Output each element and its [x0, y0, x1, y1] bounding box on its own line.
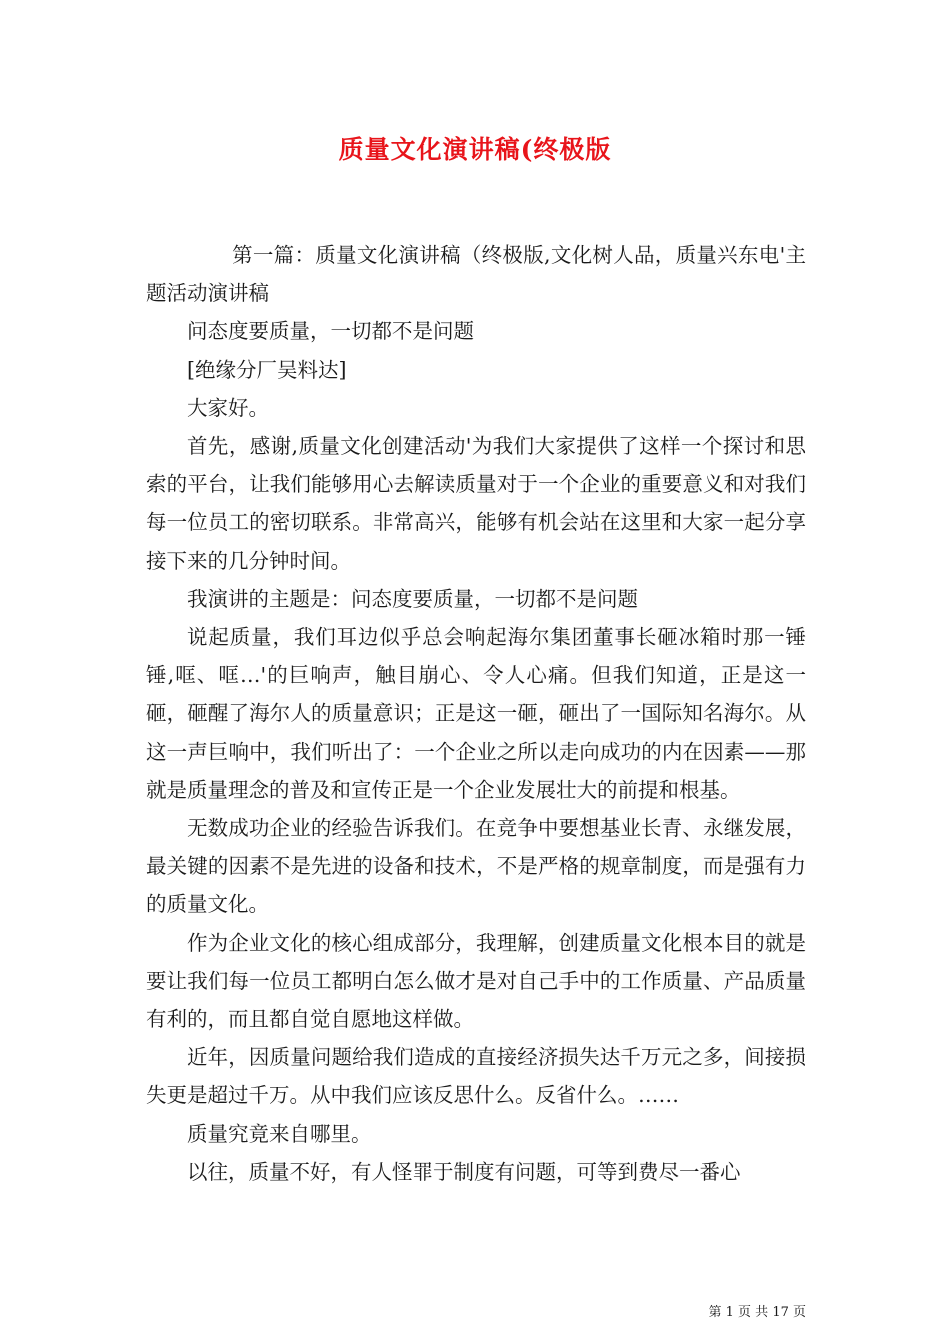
- paragraph: 我演讲的主题是：问态度要质量，一切都不是问题: [187, 586, 638, 611]
- document-body: [146, 236, 806, 1191]
- document-title: 质量文化演讲稿(终极版: [338, 135, 612, 164]
- paragraph: 近年，因质量问题给我们造成的直接经济损失达千万元之多，间接损失更是超过千万。从中我们应该反思什么。反省什么。……: [146, 1045, 806, 1108]
- paragraph: 第一篇：质量文化演讲稿（终极版,文化树人品，质量兴东电'主题活动演讲稿: [146, 243, 806, 306]
- paragraph: 说起质量，我们耳边似乎总会响起海尔集团董事长砸冰箱时那一锤锤,哐、哐…'的巨响声，触目崩心、令人心痛。但我们知道，正是这一砸，砸醒了海尔人的质量意识；正是这一砸，砸出了一国际知名海尔。从这一声巨响中，我们听出了：一个企业之所以走向成功的内在因素——那就是质量理念的普及和宣传正是一个企业发展壮大的前提和根基。: [146, 625, 806, 802]
- paragraph: 问态度要质量，一切都不是问题: [187, 319, 474, 344]
- paragraph: 以往，质量不好，有人怪罪于制度有问题，可等到费尽一番心: [187, 1159, 741, 1184]
- paragraph: 大家好。: [187, 395, 269, 420]
- paragraph: [绝缘分厂吴料达]: [187, 357, 347, 382]
- page-number-footer: 第 1 页 共 17 页: [708, 1305, 806, 1320]
- paragraph: 质量究竟来自哪里。: [187, 1121, 372, 1146]
- paragraph: 作为企业文化的核心组成部分，我理解，创建质量文化根本目的就是要让我们每一位员工都明白怎么做才是对自己手中的工作质量、产品质量有利的，而且都自觉自愿地这样做。: [146, 930, 806, 1032]
- paragraph: 首先，感谢,质量文化创建活动'为我们大家提供了这样一个探讨和思索的平台，让我们能够用心去解读质量对于一个企业的重要意义和对我们每一位员工的密切联系。非常高兴，能够有机会站在这里和大家一起分享接下来的几分钟时间。: [146, 434, 806, 573]
- paragraph: 无数成功企业的经验告诉我们。在竞争中要想基业长青、永继发展，最关键的因素不是先进的设备和技术，不是严格的规章制度，而是强有力的质量文化。: [146, 816, 806, 917]
